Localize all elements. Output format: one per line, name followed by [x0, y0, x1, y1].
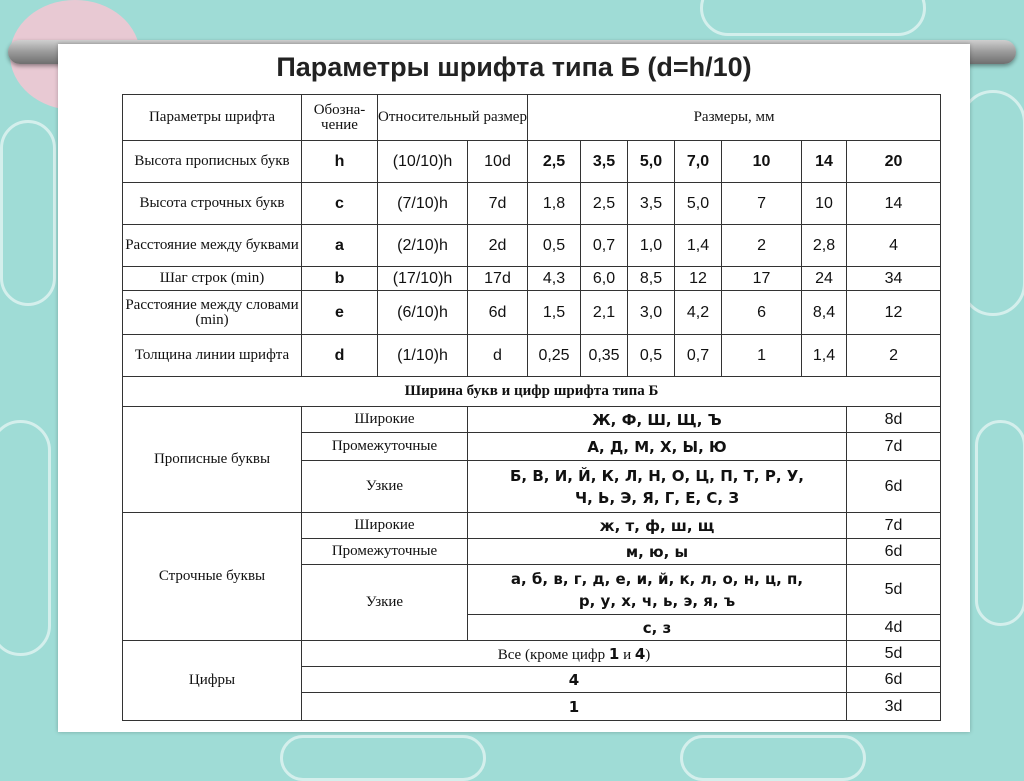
- digits-note-text: ): [645, 646, 651, 663]
- size-value: 4,3: [528, 267, 581, 291]
- size-value: 2: [847, 335, 941, 377]
- digit-glyph: 1: [302, 693, 847, 721]
- letters-cell: ж, т, ф, ш, щ: [468, 513, 847, 539]
- header-symbol: Обозна-чение: [302, 95, 378, 141]
- size-value: 2,5: [528, 141, 581, 183]
- width-value: 6d: [847, 539, 941, 565]
- width-value: 5d: [847, 641, 941, 667]
- width-value: 6d: [847, 461, 941, 513]
- param-relative: (2/10)h: [378, 225, 468, 267]
- param-name: Высота строчных букв: [123, 183, 302, 225]
- width-value: 4d: [847, 615, 941, 641]
- param-name: Толщина линии шрифта: [123, 335, 302, 377]
- table-header-row: [123, 95, 941, 141]
- page-title: Параметры шрифта типа Б (d=h/10): [276, 52, 752, 82]
- size-value: 0,5: [628, 335, 675, 377]
- size-value: 2,8: [802, 225, 847, 267]
- letters-line: а, б, в, г, д, е, и, й, к, л, о, н, ц, п,: [510, 569, 804, 588]
- header-relative: Относительный размер: [378, 95, 528, 141]
- size-value: 8,4: [802, 291, 847, 335]
- size-value: 3,5: [581, 141, 628, 183]
- param-name: Высота прописных букв: [123, 141, 302, 183]
- lower-label: Строчные буквы: [123, 513, 302, 641]
- param-relative: (6/10)h: [378, 291, 468, 335]
- param-relative: (7/10)h: [378, 183, 468, 225]
- param-d: 10d: [468, 141, 528, 183]
- param-relative: (17/10)h: [378, 267, 468, 291]
- table-row: [123, 291, 941, 335]
- width-value: 5d: [847, 565, 941, 615]
- letters-line: Б, В, И, Й, К, Л, Н, О, Ц, П, Т, Р, У,: [510, 466, 805, 485]
- size-value: 1,8: [528, 183, 581, 225]
- size-value: 5,0: [628, 141, 675, 183]
- param-d: d: [468, 335, 528, 377]
- size-value: 1,5: [528, 291, 581, 335]
- size-value: 1: [722, 335, 802, 377]
- size-value: 1,4: [675, 225, 722, 267]
- size-value: 2: [722, 225, 802, 267]
- size-value: 5,0: [675, 183, 722, 225]
- table-row: [123, 641, 941, 667]
- digit-glyph: 4: [634, 644, 646, 663]
- param-name: Расстояние между словами (min): [123, 291, 302, 335]
- width-value: 7d: [847, 433, 941, 461]
- digits-label: Цифры: [123, 641, 302, 721]
- size-value: 7,0: [675, 141, 722, 183]
- width-value: 6d: [847, 667, 941, 693]
- digit-glyph: 4: [302, 667, 847, 693]
- upper-label: Прописные буквы: [123, 407, 302, 513]
- param-name: Шаг строк (min): [123, 267, 302, 291]
- size-value: 14: [847, 183, 941, 225]
- size-value: 0,5: [528, 225, 581, 267]
- size-value: 0,7: [581, 225, 628, 267]
- letters-line: Ч, Ь, Э, Я, Г, Е, С, З: [574, 488, 740, 507]
- table-row: [123, 225, 941, 267]
- param-symbol: a: [302, 225, 378, 267]
- width-value: 3d: [847, 693, 941, 721]
- letters-line: р, у, х, ч, ь, э, я, ъ: [578, 591, 736, 610]
- param-symbol: d: [302, 335, 378, 377]
- table-row: [123, 513, 941, 539]
- size-value: 10: [802, 183, 847, 225]
- size-value: 3,0: [628, 291, 675, 335]
- size-value: 0,25: [528, 335, 581, 377]
- size-value: 20: [847, 141, 941, 183]
- digits-note-text: Все (кроме цифр: [497, 646, 609, 663]
- letters-cell: [468, 565, 847, 615]
- table-row: [123, 407, 941, 433]
- width-value: 8d: [847, 407, 941, 433]
- size-value: 1,0: [628, 225, 675, 267]
- category-label: Промежуточные: [302, 433, 468, 461]
- size-value: 3,5: [628, 183, 675, 225]
- table-row: [123, 141, 941, 183]
- param-symbol: c: [302, 183, 378, 225]
- size-value: 34: [847, 267, 941, 291]
- size-value: 4: [847, 225, 941, 267]
- size-value: 17: [722, 267, 802, 291]
- slide-sheet: [58, 44, 970, 732]
- width-section-title: Ширина букв и цифр шрифта типа Б: [123, 377, 941, 407]
- size-value: 1,4: [802, 335, 847, 377]
- size-value: 12: [847, 291, 941, 335]
- bg-outline-decoration: [0, 120, 56, 306]
- category-label: Широкие: [302, 407, 468, 433]
- param-d: 17d: [468, 267, 528, 291]
- letters-cell: А, Д, М, Х, Ы, Ю: [468, 433, 847, 461]
- size-value: 8,5: [628, 267, 675, 291]
- category-label: Широкие: [302, 513, 468, 539]
- letters-cell: с, з: [468, 615, 847, 641]
- letters-cell: м, ю, ы: [468, 539, 847, 565]
- size-value: 14: [802, 141, 847, 183]
- param-symbol: h: [302, 141, 378, 183]
- digits-note-text: и: [619, 646, 635, 663]
- size-value: 0,35: [581, 335, 628, 377]
- size-value: 7: [722, 183, 802, 225]
- letters-cell: Ж, Ф, Ш, Щ, Ъ: [468, 407, 847, 433]
- table-row: [123, 183, 941, 225]
- size-value: 24: [802, 267, 847, 291]
- param-relative: (1/10)h: [378, 335, 468, 377]
- header-sizes: Размеры, мм: [528, 95, 941, 141]
- font-params-table: [122, 94, 941, 721]
- size-value: 10: [722, 141, 802, 183]
- param-d: 7d: [468, 183, 528, 225]
- header-param: Параметры шрифта: [123, 95, 302, 141]
- param-symbol: b: [302, 267, 378, 291]
- size-value: 2,5: [581, 183, 628, 225]
- param-d: 2d: [468, 225, 528, 267]
- category-label: Узкие: [302, 565, 468, 641]
- param-d: 6d: [468, 291, 528, 335]
- bg-outline-decoration: [975, 420, 1024, 626]
- letters-cell: [468, 461, 847, 513]
- category-label: Узкие: [302, 461, 468, 513]
- width-section-row: [123, 377, 941, 407]
- size-value: 6,0: [581, 267, 628, 291]
- digit-glyph: 1: [608, 644, 620, 663]
- param-relative: (10/10)h: [378, 141, 468, 183]
- bg-outline-decoration: [700, 0, 926, 36]
- size-value: 4,2: [675, 291, 722, 335]
- table-row: [123, 335, 941, 377]
- size-value: 12: [675, 267, 722, 291]
- bg-outline-decoration: [680, 735, 866, 781]
- size-value: 2,1: [581, 291, 628, 335]
- size-value: 0,7: [675, 335, 722, 377]
- width-value: 7d: [847, 513, 941, 539]
- param-symbol: e: [302, 291, 378, 335]
- table-row: [123, 267, 941, 291]
- category-label: Промежуточные: [302, 539, 468, 565]
- bg-outline-decoration: [280, 735, 486, 781]
- param-name: Расстояние между буквами: [123, 225, 302, 267]
- bg-outline-decoration: [0, 420, 51, 656]
- digits-note: [302, 641, 847, 667]
- size-value: 6: [722, 291, 802, 335]
